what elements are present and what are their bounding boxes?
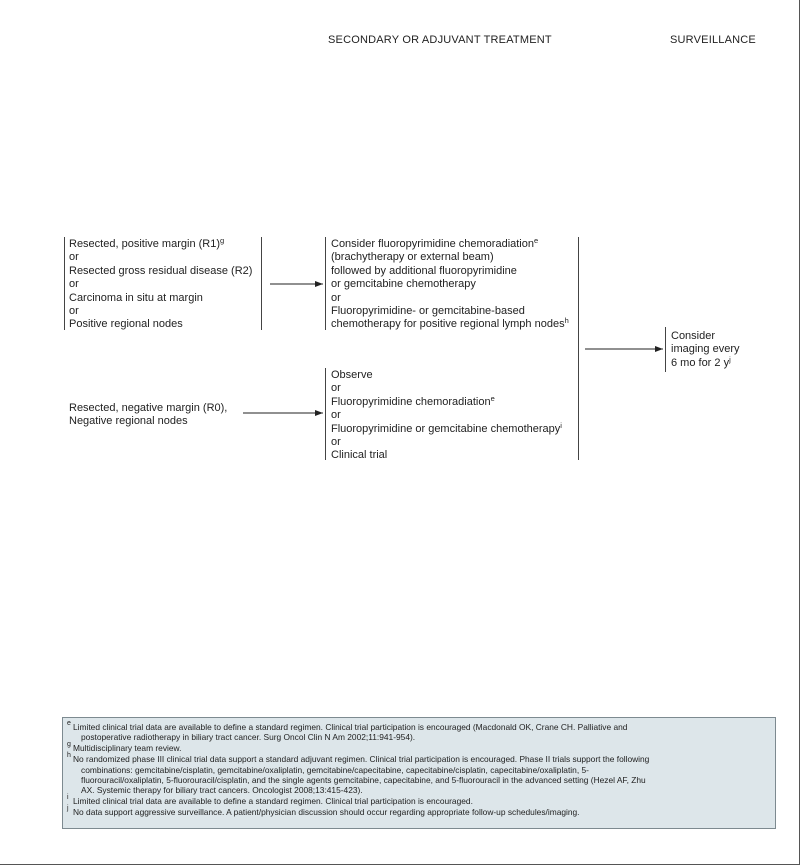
- line-text: Consider fluoropyrimidine chemoradiation: [331, 238, 534, 250]
- line-text: Consider: [671, 330, 716, 342]
- or-connector: [331, 436, 562, 449]
- line-text: or: [331, 409, 341, 422]
- footnote-marker: g: [67, 741, 71, 749]
- or-connector: [331, 292, 569, 305]
- footnote-ref[interactable]: g: [220, 236, 225, 245]
- footnote-text: No randomized phase III clinical trial data support a standard adjuvant regimen. Clinical trial participation is encouraged. Phase II trials support the following: [73, 754, 650, 765]
- option-line: [331, 238, 569, 251]
- header-secondary-treatment: SECONDARY OR ADJUVANT TREATMENT: [328, 34, 552, 46]
- line-text: (brachytherapy or external beam): [331, 251, 494, 264]
- option-line: [69, 265, 252, 278]
- option-line: [331, 318, 569, 331]
- option-line: [69, 402, 227, 415]
- footnote-ref[interactable]: j: [729, 354, 731, 364]
- line-text: Negative regional nodes: [69, 415, 188, 428]
- bracket-right-positive: [261, 237, 262, 330]
- line-text: or: [331, 291, 341, 304]
- line-text: chemotherapy for positive regional lymph nodes: [331, 318, 565, 331]
- footnote-marker: i: [67, 794, 69, 802]
- footnotes-box: [62, 717, 776, 829]
- footnote-e: [67, 722, 769, 743]
- line-text: Fluoropyrimidine or gemcitabine chemotherapy: [331, 422, 561, 435]
- bracket-left-negative-treatment: [325, 368, 326, 460]
- option-line: [331, 393, 562, 409]
- footnote-text: No data support aggressive surveillance. A patient/physician discussion should occur regarding appropriate follow-up schedules/imaging.: [73, 807, 580, 818]
- or-connector: [69, 251, 252, 264]
- line-text: or: [331, 436, 341, 449]
- line-text: imaging every: [671, 343, 740, 356]
- option-line: [69, 238, 252, 251]
- or-connector: [69, 278, 252, 291]
- option-line: [69, 415, 227, 428]
- negative-treatment-block: [331, 369, 562, 463]
- line-text: Carcinoma in situ at margin: [69, 291, 203, 304]
- footnote-text: Limited clinical trial data are available to define a standard regimen. Clinical trial participation is encouraged (Macdonald OK, Crane CH. Palliative and: [73, 722, 628, 732]
- option-line: [69, 292, 252, 305]
- option-line: [331, 449, 562, 462]
- or-connector: [69, 305, 252, 318]
- option-line: [331, 278, 569, 291]
- footnote-g: [67, 743, 769, 753]
- footnote-marker: j: [67, 805, 69, 813]
- bracket-right-treatments: [578, 237, 579, 460]
- line-text: Positive regional nodes: [69, 318, 183, 331]
- bracket-left-surveillance: [665, 327, 666, 372]
- or-connector: [331, 382, 562, 395]
- footnote-text: Limited clinical trial data are available to define a standard regimen. Clinical trial participation is encouraged.: [73, 796, 473, 807]
- negative-margin-block: [69, 402, 227, 429]
- option-line: [331, 369, 562, 382]
- footnote-j: [67, 807, 769, 817]
- line-text: Observe: [331, 369, 373, 381]
- line-text: or: [69, 251, 79, 264]
- footnote-marker: e: [67, 720, 71, 727]
- surveillance-block: [671, 330, 739, 370]
- line-text: Clinical trial: [331, 449, 388, 462]
- option-line: [331, 305, 569, 318]
- footnote-text: combinations: gemcitabine/cisplatin, gemcitabine/oxaliplatin, gemcitabine/capecitabine, capecitabine/cisplatin, capecitabine/oxaliplatin, 5-: [81, 764, 589, 775]
- option-line: [69, 318, 252, 331]
- option-line: [331, 420, 562, 436]
- footnote-text: fluorouracil/oxaliplatin, 5-fluorouracil/cisplatin, and the single agents gemcitabine, capecitabine, and 5-fluorouracil in the advanced setting (Hezel AF, Zhu: [81, 775, 646, 786]
- option-line: [671, 330, 739, 343]
- line-text: Resected, negative margin (R0),: [69, 402, 228, 414]
- footnote-i: [67, 796, 769, 806]
- header-surveillance: SURVEILLANCE: [670, 34, 756, 46]
- line-text: followed by additional fluoropyrimidine: [331, 264, 517, 277]
- line-text: or: [69, 305, 79, 318]
- bracket-left-positive-treatment: [325, 237, 326, 330]
- positive-treatment-block: [331, 238, 569, 332]
- line-text: 6 mo for 2 y: [671, 356, 730, 369]
- line-text: Fluoropyrimidine chemoradiation: [331, 395, 491, 408]
- positive-margin-block: [69, 238, 252, 332]
- line-text: Resected gross residual disease (R2): [69, 264, 253, 277]
- option-line: [671, 354, 739, 370]
- footnote-ref[interactable]: h: [564, 316, 569, 326]
- bracket-left-positive: [64, 237, 65, 330]
- line-text: or: [69, 278, 79, 291]
- footnote-text: AX. Systemic therapy for biliary tract cancers. Oncologist 2008;13:415-423).: [81, 785, 363, 796]
- footnote-ref[interactable]: e: [534, 236, 539, 245]
- footnote-ref[interactable]: i: [560, 420, 562, 430]
- line-text: Resected, positive margin (R1): [69, 238, 221, 250]
- footnote-text: postoperative radiotherapy in biliary tract cancer. Surg Oncol Clin N Am 2002;11:941-954).: [81, 732, 416, 743]
- option-line: [331, 265, 569, 278]
- option-line: [331, 251, 569, 264]
- line-text: or gemcitabine chemotherapy: [331, 278, 476, 291]
- line-text: or: [331, 382, 341, 395]
- or-connector: [331, 409, 562, 422]
- footnote-h: [67, 754, 769, 796]
- line-text: Fluoropyrimidine- or gemcitabine-based: [331, 305, 525, 318]
- footnote-ref[interactable]: e: [490, 393, 495, 403]
- footnote-text: Multidisciplinary team review.: [73, 743, 182, 754]
- footnote-marker: h: [67, 752, 71, 760]
